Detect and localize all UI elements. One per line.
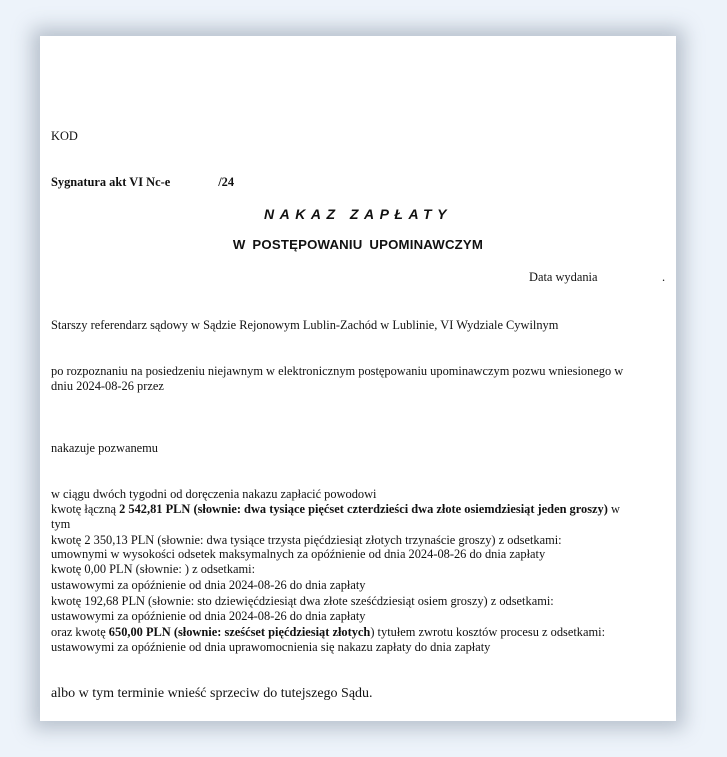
document-subtitle: W POSTĘPOWANIU UPOMINAWCZYM (232, 237, 484, 252)
item1-amount: kwotę 2 350,13 PLN (słownie: dwa tysiące trzysta pięćdziesiąt złotych trzynaście groszy) z odsetkami: (51, 533, 562, 547)
issue-date-label: Data wydania (529, 270, 598, 284)
item2-interest: ustawowymi za opóźnienie od dnia 2024-08-26 do dnia zapłaty (51, 578, 366, 592)
costs-amount: 650,00 PLN (słownie: sześćset pięćdziesiąt złotych (108, 625, 371, 639)
total-wrap: tym (51, 517, 71, 531)
kod-label: KOD (51, 129, 78, 143)
case-signature (51, 175, 234, 189)
total-suffix: w (607, 502, 620, 516)
orders-defendant: nakazuje pozwanemu (51, 441, 158, 455)
costs-suffix: ) tytułem zwrotu kosztów procesu z odsetkami: (370, 625, 606, 639)
total-amount-line (51, 502, 620, 516)
item2-amount: kwotę 0,00 PLN (słownie: ) z odsetkami: (51, 562, 256, 576)
total-prefix: kwotę łączną (51, 502, 120, 516)
payment-intro: w ciągu dwóch tygodni od doręczenia nakazu zapłacić powodowi (51, 487, 377, 501)
intro-line-2: dniu 2024-08-26 przez (51, 379, 164, 393)
issuer-text: Starszy referendarz sądowy w Sądzie Rejonowym Lublin-Zachód w Lublinie, VI Wydziale Cywilnym (51, 318, 559, 332)
costs-prefix: oraz kwotę (51, 625, 109, 639)
document-page (40, 36, 676, 721)
item1-interest: umownymi w wysokości odsetek maksymalnych za opóźnienie od dnia 2024-08-26 do dnia zapłaty (51, 547, 546, 561)
costs-interest: ustawowymi za opóźnienie od dnia uprawomocnienia się nakazu zapłaty do dnia zapłaty (51, 640, 491, 654)
objection-text: albo w tym terminie wnieść sprzeciw do tutejszego Sądu. (51, 686, 373, 701)
case-signature-suffix: /24 (218, 175, 235, 189)
issue-date-value: . (662, 270, 666, 284)
case-signature-label: Sygnatura akt VI Nc-e (51, 175, 171, 189)
costs-line (51, 625, 605, 639)
intro-line-1: po rozpoznaniu na posiedzeniu niejawnym w elektronicznym postępowaniu upominawczym pozwu wniesionego w (51, 364, 624, 378)
total-amount: 2 542,81 PLN (słownie: dwa tysiące pięćset czterdzieści dwa złote osiemdziesiąt jeden groszy) (119, 502, 608, 516)
document-title: NAKAZ ZAPŁATY (264, 206, 452, 222)
item3-interest: ustawowymi za opóźnienie od dnia 2024-08-26 do dnia zapłaty (51, 609, 366, 623)
item3-amount: kwotę 192,68 PLN (słownie: sto dziewięćdziesiąt dwa złote sześćdziesiąt osiem groszy) z odsetkami: (51, 594, 554, 608)
